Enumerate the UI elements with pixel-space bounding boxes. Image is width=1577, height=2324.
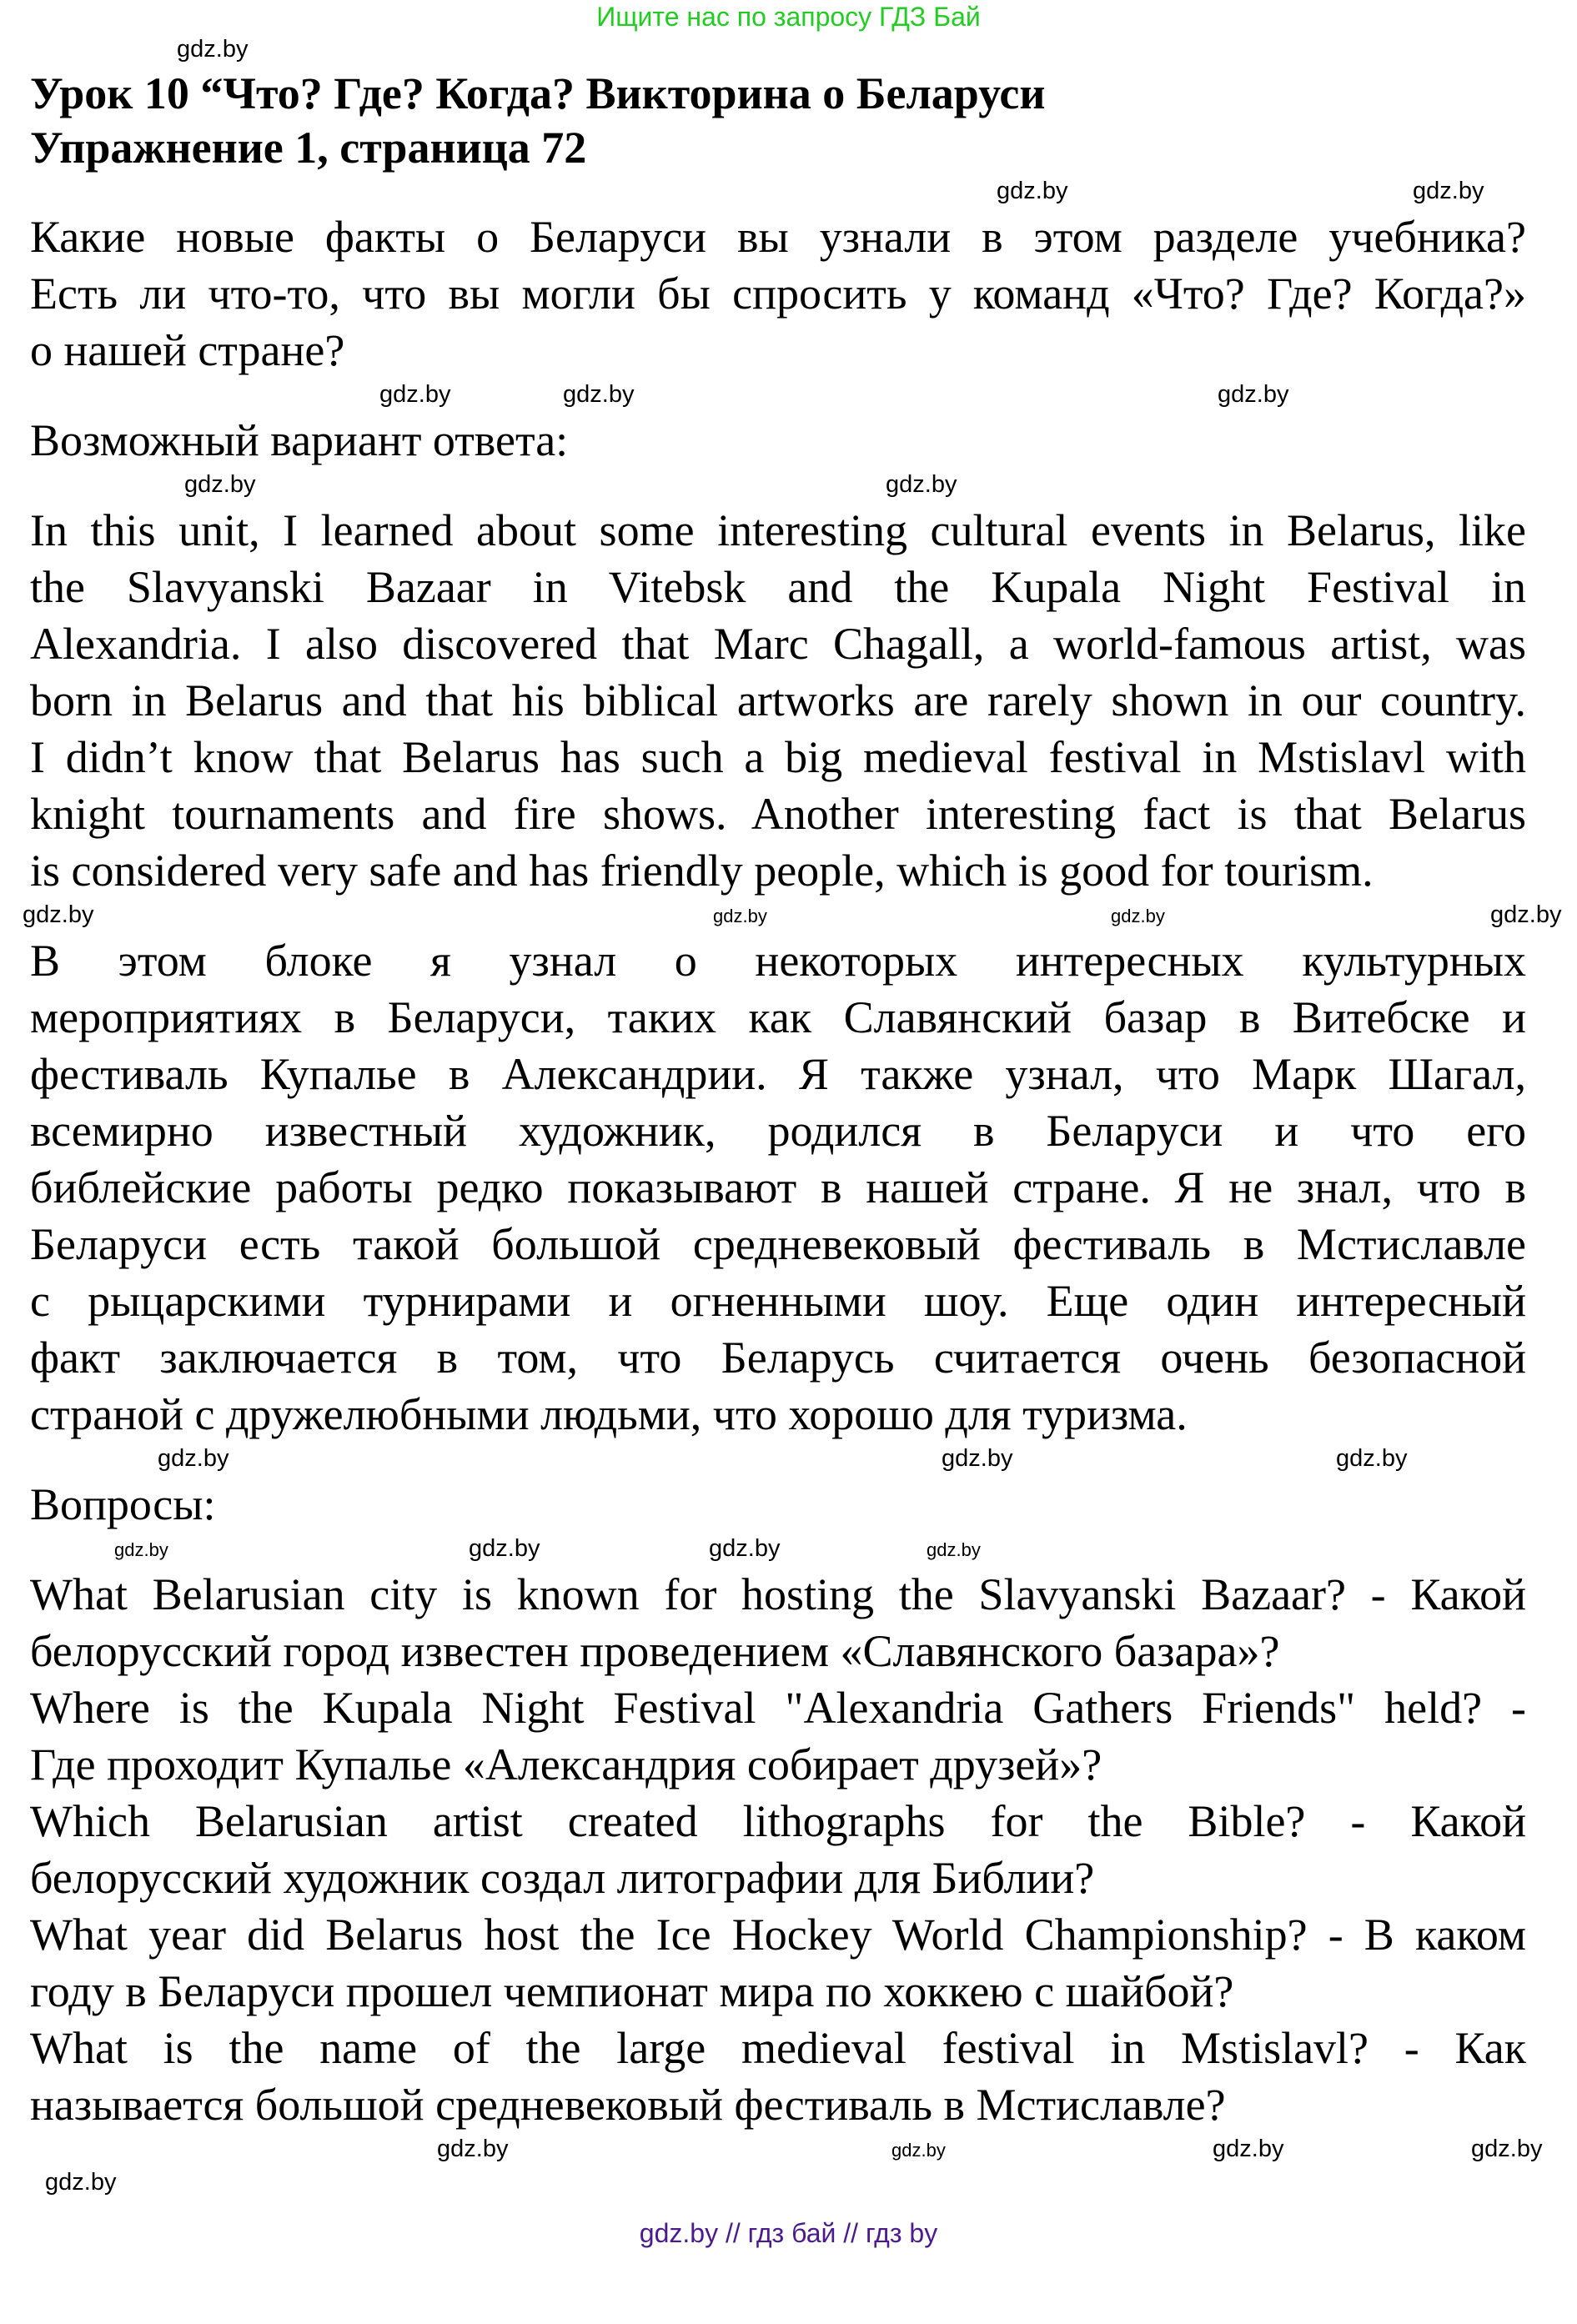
lesson-title: Урок 10 “Что? Где? Когда? Викторина о Беларуси [30,68,1046,118]
quiz-question-line: Which Belarusian artist created lithographs for the Bible? - Какой [30,1796,1526,1846]
answer-line: the Slavyanski Bazaar in Vitebsk and the Kupala Night Festival in [30,562,1526,612]
watermark: gdz.by [184,471,256,498]
quiz-question-line: Где проходит Купалье «Александрия собирает друзей»? [30,1739,1102,1789]
answer-line: born in Belarus and that his biblical artworks are rarely shown in our country. [30,675,1526,725]
watermark: gdz.by [891,2140,946,2161]
page-title [30,67,1526,175]
answer-line: фестиваль Купалье в Александрии. Я также узнал, что Марк Шагал, [30,1049,1526,1099]
watermark: gdz.by [114,1539,168,1560]
watermark-row [0,175,1577,208]
watermark: gdz.by [1413,178,1484,204]
answer-line: с рыцарскими турнирами и огненными шоу. Еще один интересный [30,1276,1526,1326]
question-line: о нашей стране? [30,325,345,375]
quiz-question-line: белорусский художник создал литографии для Библии? [30,1853,1095,1903]
watermark: gdz.by [1336,1445,1408,1472]
bottom-banner: gdz.by // гдз бай // гдз by [639,2218,938,2248]
answer-line: библейские работы редко показывают в нашей стране. Я не знал, что в [30,1162,1526,1212]
answer-line: is considered very safe and has friendly people, which is good for tourism. [30,846,1374,896]
answer-line: knight tournaments and fire shows. Another interesting fact is that Belarus [30,789,1526,839]
answer-line: всемирно известный художник, родился в Беларуси и что его [30,1106,1526,1156]
watermark-row [0,2166,1577,2200]
watermark: gdz.by [1213,2136,1284,2162]
watermark-row [0,379,1577,412]
quiz-question-line: Where is the Kupala Night Festival "Alexandria Gathers Friends" held? - [30,1683,1526,1733]
watermark: gdz.by [927,1539,981,1560]
answer-line: мероприятиях в Беларуси, таких как Славянский базар в Витебске и [30,992,1526,1042]
watermark: gdz.by [997,178,1068,204]
english-answer [30,502,1526,899]
watermark: gdz.by [379,381,451,408]
watermark: gdz.by [886,471,957,498]
watermark: gdz.by [1218,381,1289,408]
question-line: Какие новые факты о Беларуси вы узнали в этом разделе учебника? [30,212,1526,262]
question-line: Есть ли что-то, что вы могли бы спросить у команд «Что? Где? Когда?» [30,269,1526,319]
quiz-question-line: What Belarusian city is known for hosting the Slavyanski Bazaar? - Какой [30,1569,1526,1619]
top-banner: Ищите нас по запросу ГДЗ Бай [596,2,981,32]
watermark: gdz.by [469,1535,540,1562]
answer-line: I didn’t know that Belarus has such a big medieval festival in Mstislavl with [30,732,1526,782]
answer-line: In this unit, I learned about some interesting cultural events in Belarus, like [30,505,1526,555]
watermark: gdz.by [177,36,249,63]
watermark: gdz.by [713,906,767,926]
quiz-questions [30,1566,1526,2133]
quiz-question-line: What is the name of the large medieval festival in Mstislavl? - Как [30,2023,1526,2073]
quiz-question-line: году в Беларуси прошел чемпионат мира по хоккею с шайбой? [30,1966,1234,2016]
watermark: gdz.by [23,901,94,928]
exercise-title: Упражнение 1, страница 72 [30,123,587,173]
watermark: gdz.by [45,2169,117,2196]
russian-answer [30,932,1526,1443]
answer-line: В этом блоке я узнал о некоторых интересных культурных [30,936,1526,986]
answer-line: Беларуси есть такой большой средневековый фестиваль в Мстиславле [30,1219,1526,1269]
watermark-row [0,33,1577,67]
watermark-row [0,1533,1577,1566]
exercise-question [30,208,1526,379]
watermark-row [0,1443,1577,1476]
answer-line: факт заключается в том, что Беларусь считается очень безопасной [30,1333,1526,1383]
watermark: gdz.by [1471,2136,1543,2162]
watermark: gdz.by [709,1535,781,1562]
watermark: gdz.by [563,381,635,408]
watermark: gdz.by [158,1445,229,1472]
watermark: gdz.by [1490,901,1562,928]
watermark-row [0,899,1577,932]
quiz-question-line: называется большой средневековый фестиваль в Мстиславле? [30,2080,1226,2130]
questions-label: Вопросы: [30,1479,216,1529]
quiz-question-line: What year did Belarus host the Ice Hockey World Championship? - В каком [30,1910,1526,1960]
answer-line: Alexandria. I also discovered that Marc Chagall, a world-famous artist, was [30,619,1526,669]
answer-label: Возможный вариант ответа: [30,415,569,465]
watermark-row [0,2133,1577,2166]
quiz-question-line: белорусский город известен проведением «Славянского базара»? [30,1626,1280,1676]
watermark: gdz.by [942,1445,1013,1472]
watermark: gdz.by [437,2136,509,2162]
answer-line: страной с дружелюбными людьми, что хорошо для туризма. [30,1389,1188,1439]
watermark: gdz.by [1111,906,1165,926]
watermark-row [0,469,1577,502]
